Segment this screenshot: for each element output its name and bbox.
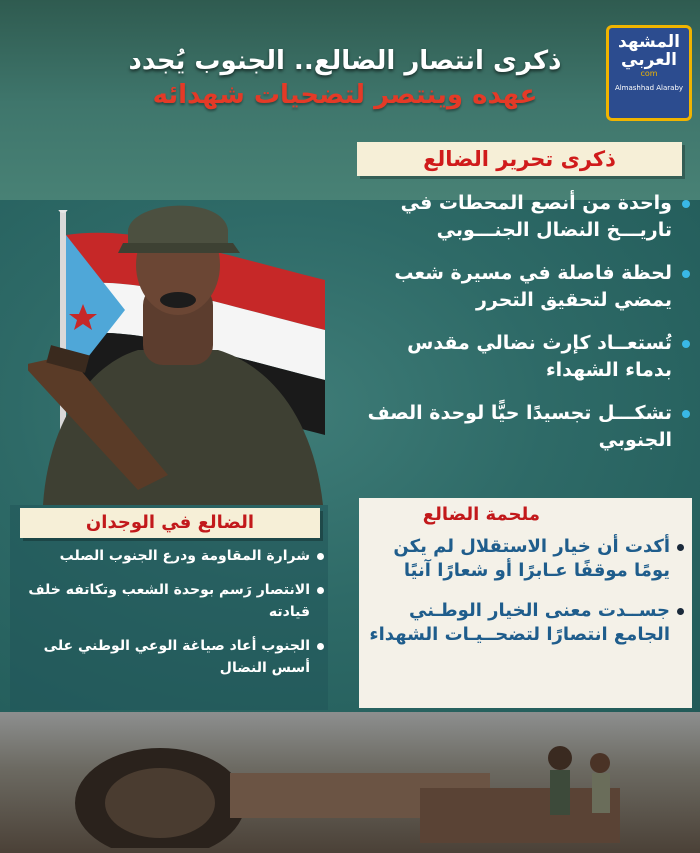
epic-section-heading: ملحمة الضالع <box>422 504 540 525</box>
list-item: شرارة المقاومة ودرع الجنوب الصلب <box>14 545 324 567</box>
list-item: الجنوب أعاد صياغة الوعي الوطني على أسس النضال <box>14 635 324 679</box>
logo-com-text: com <box>640 69 658 78</box>
left-section-list <box>14 545 324 691</box>
list-item: الانتصار رَسم بوحدة الشعب وتكاتفه خلف قيادته <box>14 579 324 623</box>
logo-english-text: Almashhad Alaraby <box>614 84 684 92</box>
logo-arabic-text: المشهد العربي <box>618 32 680 70</box>
title-line-2: عهده وينتصر لتضحيات شهدائه <box>152 80 538 110</box>
list-item: لحظة فاصلة في مسيرة شعب يمضي لتحقيق التحرر <box>360 260 690 314</box>
epic-section-list <box>364 535 684 663</box>
soldier-illustration <box>28 175 338 505</box>
list-item: أكدت أن خيار الاستقلال لم يكن يومًا موقفًا عـابرًا أو شعارًا آنيًا <box>364 535 684 583</box>
right-section-heading: ذكرى تحرير الضالع <box>357 142 682 176</box>
list-item: تشكـــل تجسيدًا حيًّا لوحدة الصف الجنوبي <box>360 400 690 454</box>
title-line-1: ذكرى انتصار الضالع.. الجنوب يُجدد <box>128 46 562 76</box>
list-item: تُستعــاد كإرث نضالي مقدس بدماء الشهداء <box>360 330 690 384</box>
header-title <box>110 46 580 110</box>
list-item: جســدت معنى الخيار الوطـني الجامع انتصارًا لتضحــيـات الشهداء <box>364 599 684 647</box>
right-section-list <box>360 190 690 470</box>
left-section-heading: الضالع في الوجدان <box>20 508 320 538</box>
site-logo <box>606 25 692 121</box>
tank-illustration <box>40 728 640 848</box>
list-item: واحدة من أنصع المحطات في تاريـــخ النضال الجنـــوبي <box>360 190 690 244</box>
